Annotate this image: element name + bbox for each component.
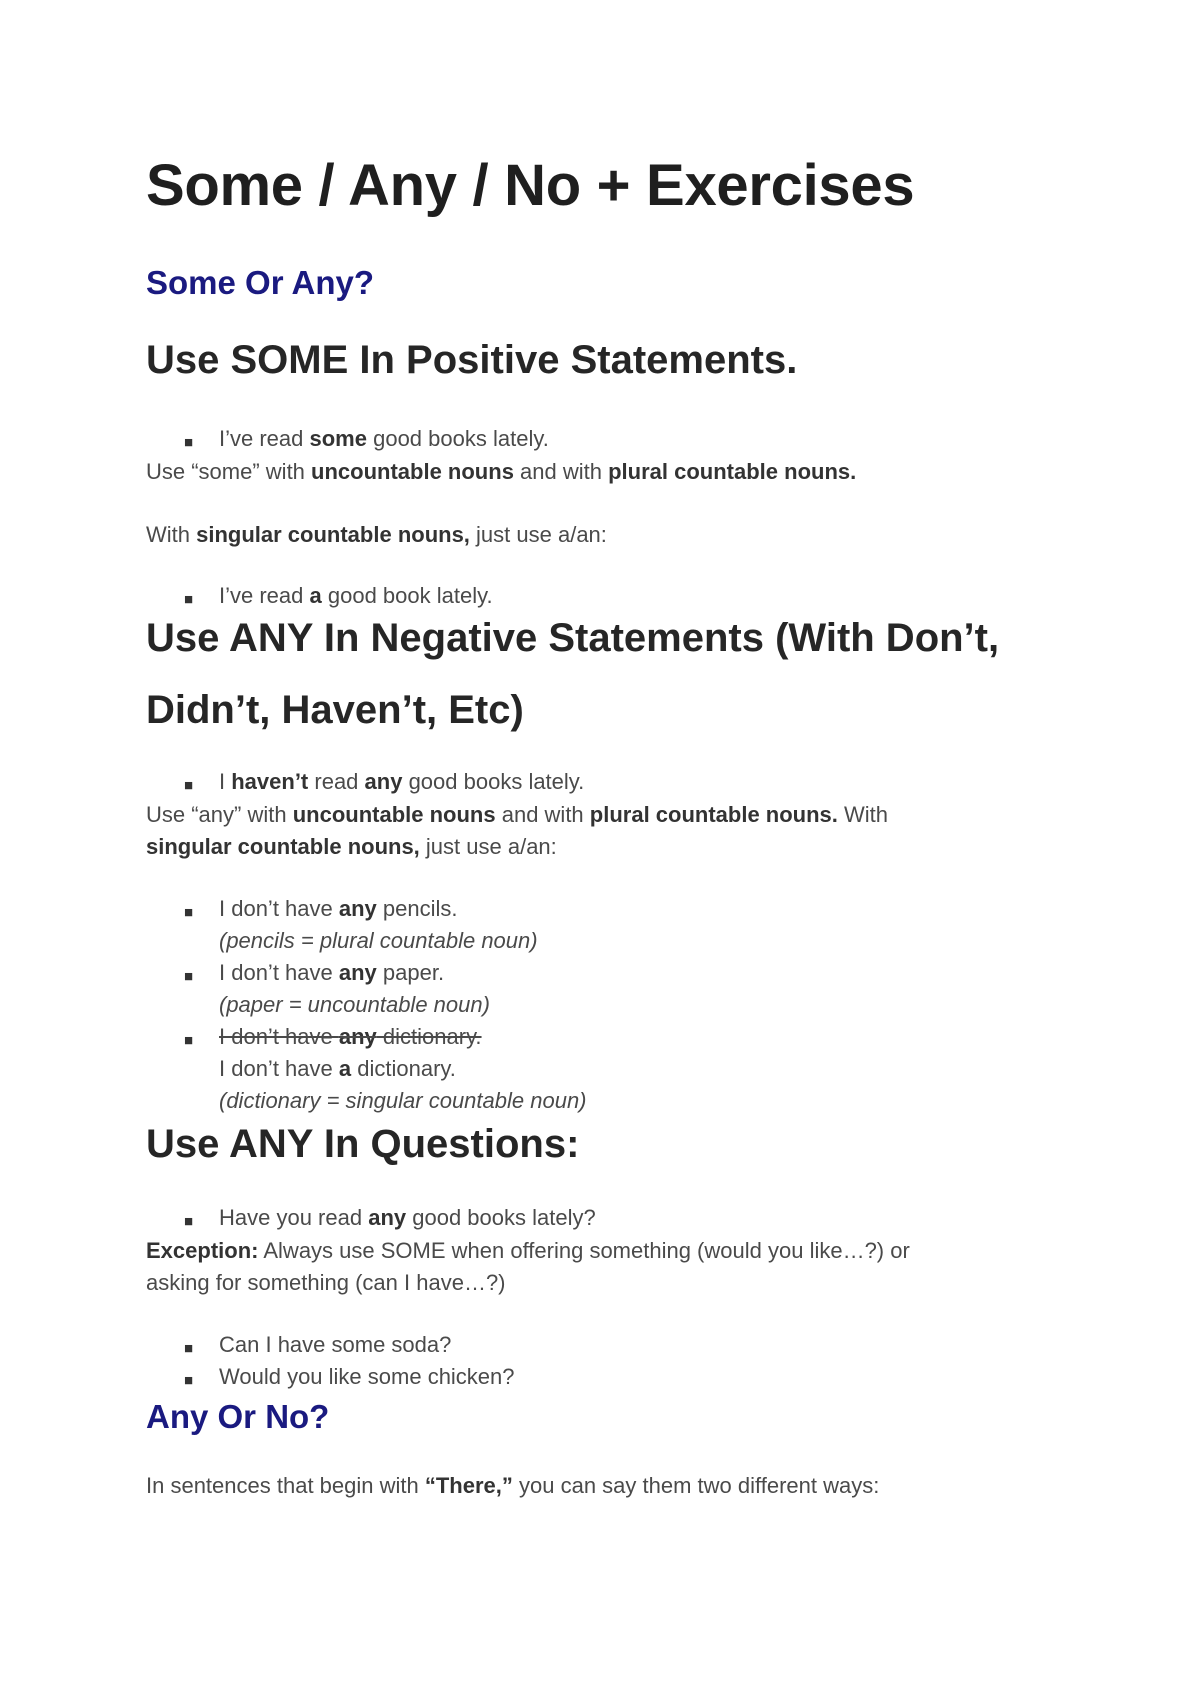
heading-use-any-negative-line1: Use ANY In Negative Statements (With Don’t,	[146, 616, 1000, 660]
bullet-icon: ■	[184, 777, 194, 794]
exception-line1: Exception: Always use SOME when offering something (would you like…?) or	[146, 1238, 910, 1263]
rule-there-sentences: In sentences that begin with “There,” you can say them two different ways:	[146, 1473, 880, 1498]
example-some-chicken: Would you like some chicken?	[219, 1364, 515, 1389]
bullet-icon: ■	[184, 1340, 194, 1357]
section-heading-some-or-any: Some Or Any?	[146, 264, 374, 301]
example-question-any: Have you read any good books lately?	[219, 1205, 596, 1230]
bullet-icon: ■	[184, 968, 194, 985]
exception-line2: asking for something (can I have…?)	[146, 1270, 506, 1295]
bullet-icon: ■	[184, 1213, 194, 1230]
heading-use-any-negative-line2: Didn’t, Haven’t, Etc)	[146, 688, 524, 732]
example-any-dictionary-wrong: I don’t have any dictionary.	[219, 1024, 482, 1049]
example-some-soda: Can I have some soda?	[219, 1332, 452, 1357]
page-title: Some / Any / No + Exercises	[146, 153, 915, 218]
note-dictionary: (dictionary = singular countable noun)	[219, 1088, 587, 1113]
bullet-icon: ■	[184, 1032, 194, 1049]
rule-any-nouns-line1: Use “any” with uncountable nouns and with plural countable nouns. With	[146, 802, 889, 827]
heading-use-any-questions: Use ANY In Questions:	[146, 1122, 580, 1166]
rule-some-nouns: Use “some” with uncountable nouns and with plural countable nouns.	[146, 459, 857, 484]
example-a-book: I’ve read a good book lately.	[219, 583, 493, 608]
bullet-icon: ■	[184, 434, 194, 451]
bullet-icon: ■	[184, 1372, 194, 1389]
heading-use-some-positive: Use SOME In Positive Statements.	[146, 338, 798, 382]
example-a-dictionary: I don’t have a dictionary.	[219, 1056, 456, 1081]
bullet-icon: ■	[184, 904, 194, 921]
note-paper: (paper = uncountable noun)	[219, 992, 490, 1017]
note-pencils: (pencils = plural countable noun)	[219, 928, 538, 953]
example-some-books: I’ve read some good books lately.	[219, 426, 549, 451]
rule-any-nouns-line2: singular countable nouns, just use a/an:	[146, 834, 557, 859]
example-havent-read-any: I haven’t read any good books lately.	[219, 769, 585, 794]
example-any-pencils: I don’t have any pencils.	[219, 896, 458, 921]
rule-singular-nouns: With singular countable nouns, just use a/an:	[146, 522, 607, 547]
bullet-icon: ■	[184, 591, 194, 608]
section-heading-any-or-no: Any Or No?	[146, 1398, 330, 1435]
example-any-paper: I don’t have any paper.	[219, 960, 445, 985]
